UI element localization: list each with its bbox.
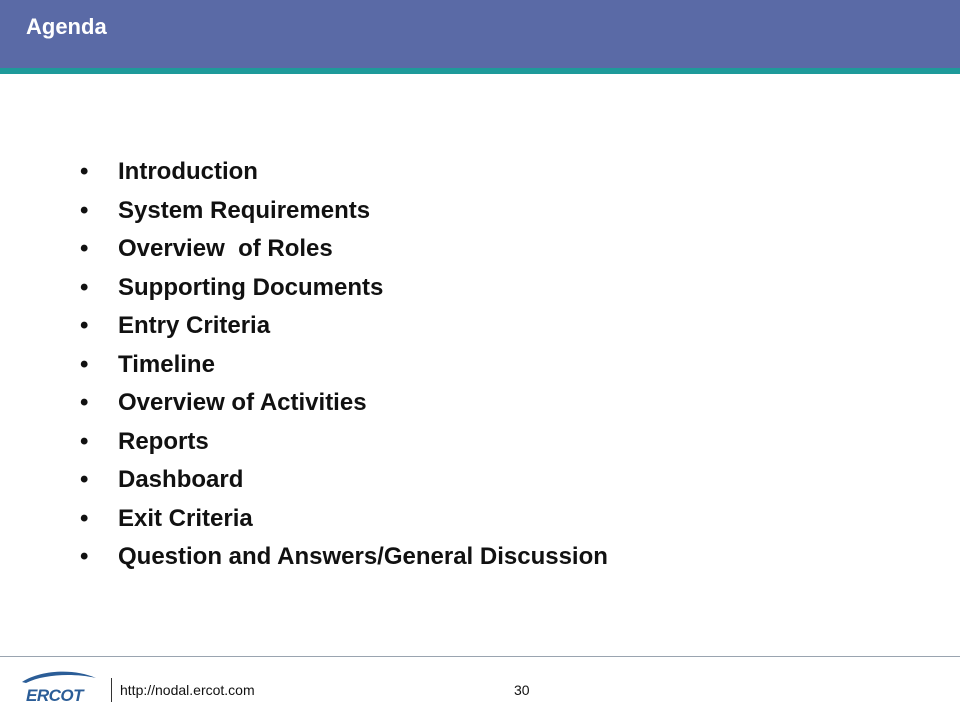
agenda-list: [80, 153, 608, 577]
agenda-item: [80, 192, 608, 231]
agenda-item-label: Reports: [118, 427, 209, 455]
agenda-item-label: Supporting Documents: [118, 273, 384, 301]
header-bar: [0, 0, 960, 68]
agenda-item-label: Dashboard: [118, 466, 244, 493]
bullet-icon: •: [80, 466, 89, 493]
bullet-icon: •: [80, 235, 89, 262]
page-number: 30: [514, 682, 530, 698]
ercot-logo: [18, 668, 100, 704]
agenda-item-label: Exit Criteria: [118, 504, 253, 532]
bullet-icon: •: [80, 350, 89, 378]
agenda-item: [80, 384, 608, 423]
bullet-icon: •: [80, 312, 89, 339]
slide-title: Agenda: [26, 14, 107, 39]
agenda-item: [80, 346, 608, 385]
footer-line: [0, 656, 960, 657]
agenda-item: [80, 307, 608, 346]
bullet-icon: •: [80, 196, 89, 224]
header-accent-stripe: [0, 68, 960, 74]
footer-divider: [111, 678, 112, 702]
logo-text: ERCOT: [26, 686, 83, 704]
logo-swoosh-icon: [22, 672, 96, 683]
agenda-item: [80, 500, 608, 539]
agenda-item-label: Timeline: [118, 350, 215, 378]
agenda-item-label: System Requirements: [118, 196, 371, 224]
agenda-item: [80, 461, 608, 500]
bullet-icon: •: [80, 427, 89, 455]
bullet-icon: •: [80, 158, 89, 185]
agenda-item-label: Question and Answers/General Discussion: [118, 543, 608, 570]
bullet-icon: •: [80, 389, 89, 416]
agenda-item-label: Introduction: [118, 158, 258, 185]
agenda-item-label: Overview of Activities: [118, 389, 367, 416]
agenda-item: [80, 153, 608, 192]
bullet-icon: •: [80, 273, 89, 301]
agenda-item: [80, 423, 608, 462]
bullet-icon: •: [80, 504, 89, 532]
bullet-icon: •: [80, 543, 89, 570]
agenda-item: [80, 230, 608, 269]
agenda-item: [80, 538, 608, 577]
footer-url: http://nodal.ercot.com: [120, 682, 255, 698]
agenda-item-label: Overview of Roles: [118, 235, 333, 262]
agenda-item: [80, 269, 608, 308]
agenda-item-label: Entry Criteria: [118, 312, 271, 339]
